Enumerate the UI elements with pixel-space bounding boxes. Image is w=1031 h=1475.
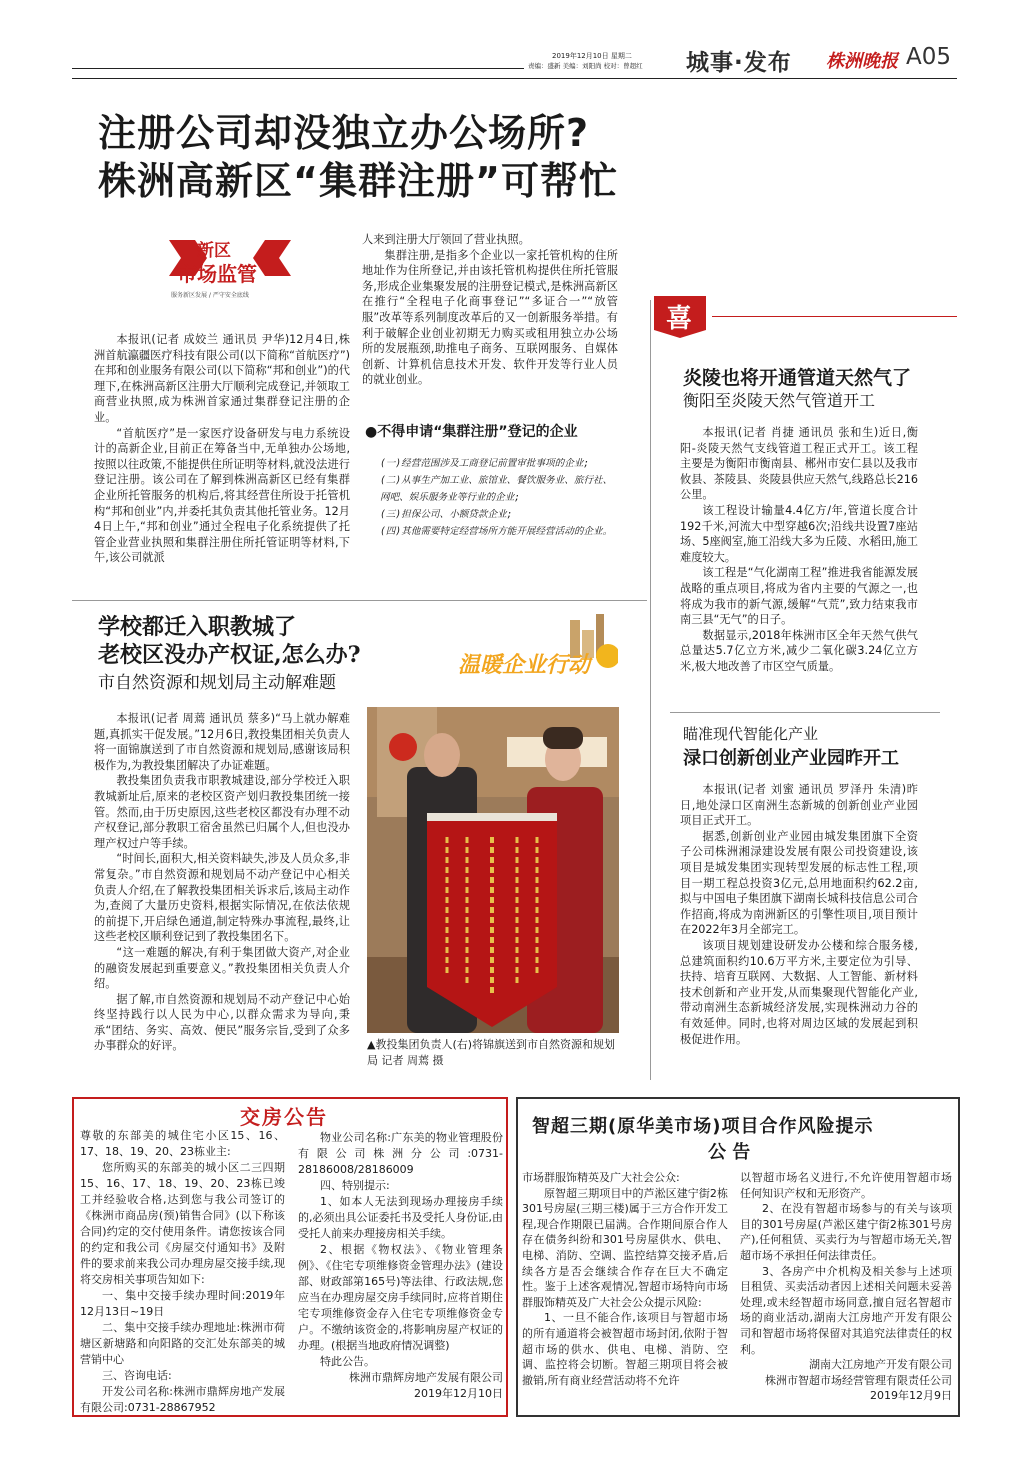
notice2-date: 2019年12月9日 (870, 1389, 952, 1403)
gas-para: 该工程设计输量4.4亿方/年,管道长度合计192千米,河流大中型穿越6次;沿线共设置7座站场、5座阀室,施工沿线大多为丘陵、水稻田,施工难度较大。 (680, 503, 918, 564)
notice1-title: 交房公告 (240, 1105, 328, 1129)
notice1-para: 开发公司名称:株洲市鼎辉房地产发展有限公司:0731-28867952 (80, 1385, 285, 1414)
park-para: 本报讯(记者 刘蜜 通讯员 罗泽丹 朱清)昨日,地处渌口区南洲生态新城的创新创业产业园项目正式开工。 (680, 783, 918, 828)
gas-para: 该工程是“气化湖南工程”推进我省能源发展战略的重点项目,将成为省内主要的气源之一,也将成为我市的新气源,缓解“气荒”,致力结束我市南三县“无气”的日子。 (680, 566, 918, 627)
xi-badge (654, 296, 714, 338)
section-rule (670, 712, 940, 713)
header-date: 2019年12月10日 星期二 (552, 52, 632, 60)
badge-line2: 市场监管 (177, 262, 257, 286)
page-number: A05 (906, 44, 952, 70)
school-title-line2: 老校区没办产权证,怎么办? (98, 642, 361, 668)
gas-para: 数据显示,2018年株洲市区全年天然气供气总量达5.7亿立方米,减少二氧化碳3.24亿立方米,极大地改善了市区空气质量。 (680, 628, 918, 673)
lead-col1 (94, 332, 350, 566)
gas-title: 炎陵也将开通管道天然气了 (683, 367, 912, 389)
banner-photo (367, 707, 619, 1033)
notice2-signature1: 湖南大江房地产开发有限公司 (809, 1358, 952, 1372)
school-para: 本报讯(记者 周蔫 通讯员 蔡多)“马上就办解难题,真抓实干促发展。”12月6日,教投集团相关负责人将一面锦旗送到了市自然资源和规划局,感谢该局积极作为,为教投集团解决了办证难题。 (94, 712, 350, 772)
notice1-col1 (80, 1128, 285, 1416)
notice2-title-line1: 智超三期(原华美市场)项目合作风险提示 (532, 1116, 874, 1137)
xi-badge-rule (712, 316, 957, 317)
notice1-para: 三、咨询电话: (102, 1369, 172, 1382)
notice1-para: 一、集中交接手续办理时间:2019年12月13日~19日 (80, 1289, 285, 1318)
notice1-para: 尊敬的东部美的城住宅小区15、16、17、18、19、20、23栋业主: (80, 1129, 285, 1158)
lead-col2 (362, 232, 618, 388)
park-subtitle: 渌口创新创业产业园昨开工 (683, 748, 899, 769)
notice1-col2 (298, 1130, 503, 1402)
gas-para: 本报讯(记者 肖捷 通讯员 张和生)近日,衡阳-炎陵天然气支线管道工程正式开工。该工程主要是为衡阳市衡南县、郴州市安仁县以及我市攸县、茶陵县、炎陵县供应天然气,线路总长216公里。 (680, 426, 918, 502)
lead-title-line1: 注册公司却没独立办公场所? (98, 111, 590, 155)
lead-col1-para: 本报讯(记者 成姣兰 通讯员 尹华)12月4日,株洲首航瀛疆医疗科技有限公司(以下简称“首航医疗”)在邦和创业服务有限公司(以下简称“邦和创业”)的代理下,在株洲高新区注册大厅顺利完成登记,并领取工商营业执照,成为株洲首家通过集群登记注册的企业。 (94, 333, 350, 424)
gas-subtitle: 衡阳至炎陵天然气管道开工 (683, 391, 876, 410)
photo-caption: ▲教投集团负责人(右)将锦旗送到市自然资源和规划局 记者 周蔫 摄 (367, 1038, 616, 1067)
masthead-logo: 株洲晚报 (826, 51, 898, 72)
park-para: 该项目规划建设研发办公楼和综合服务楼,总建筑面积约10.6万平方米,主要定位为引导、扶持、培育互联网、大数据、人工智能、新材料技术创新和产业开发,从而集聚现代智能化产业,带动南洲生态新城经济发展,实现株洲动力谷的有效延伸。同时,也将对周边区域的发展起到积极促进作用。 (680, 938, 918, 1046)
park-body (680, 782, 918, 1047)
notice1-para: 1、如本人无法到现场办理接房手续的,必须出具公证委托书及受托人身份证,由受托人前来办理接房相关手续。 (298, 1195, 503, 1240)
notice2-para: 市场群服饰精英及广大社会公众: (522, 1171, 680, 1184)
school-para: 教投集团负责我市职教城建设,部分学校迁入职教城新址后,原来的老校区资产划归教投集团统一接管。然而,由于历史原因,这些老校区都没有办理不动产权登记,部分教职工宿舍虽然已归属个人,但也没办理产权过户等手续。 (94, 774, 350, 850)
notice2-col1 (522, 1170, 728, 1388)
list-item: (三)担保公司、小额贷款企业; (380, 509, 513, 520)
list-item: (一)经营范围涉及工商登记前置审批事项的企业; (380, 458, 590, 469)
notice2-signature2: 株洲市智超市场经营管理有限责任公司 (765, 1373, 952, 1387)
notice2-para: 以智超市场名义进行,不允许使用智超市场任何知识产权和无形资产。 (740, 1171, 952, 1200)
park-para: 据悉,创新创业产业园由城发集团旗下全资子公司株洲湘渌建设发展有限公司投资建设,该项目是城发集团实现转型发展的标志性工程,项目一期工程总投资3亿元,总用地面积约62.2亩,拟与中国电子集团旗下湖南长城科技信息公司合作招商,将成为南洲新区的引擎性项目,项目预计在2022年3月全部完工。 (680, 829, 918, 937)
lead-col2-para: 集群注册,是指多个企业以一家托管机构的住所地址作为住所登记,并由该托管机构提供住所托管服务,形成企业集聚发展的注册登记模式,是株洲高新区在推行“全程电子化商事登记”“多证合一”“放管服”改革等系列制度改革后的又一创新服务举措。有利于破解企业创业初期无力购买或租用独立办公场所的发展瓶颈,助推电子商务、互联网服务、自媒体创新、计算机信息技术开发、软件开发等行业人员的就业创业。 (362, 248, 618, 387)
column-divider (650, 300, 651, 1080)
school-para: “这一难题的解决,有利于集团做大资产,对企业的融资发展起到重要意义。”教投集团相关负责人介绍。 (94, 945, 350, 991)
header-editors: 责编：盛新 美编：刘阳尚 校对：曾超红 (528, 62, 643, 70)
lead-title-line2: 株洲高新区“集群注册”可帮忙 (98, 159, 618, 203)
market-supervision-badge (165, 234, 295, 304)
section-title: 城事·发布 (686, 50, 792, 76)
school-body (94, 711, 350, 1054)
warm-enterprise-badge (458, 612, 618, 682)
school-para: 据了解,市自然资源和规划局不动产登记中心始终坚持践行以人民为中心,以群众需求为导向,秉承“团结、务实、高效、便民”服务宗旨,受到了众多办事群众的好评。 (94, 992, 350, 1053)
school-subtitle: 市自然资源和规划局主动解难题 (98, 673, 336, 693)
xi-badge-text: 喜 (666, 304, 693, 334)
gas-body (680, 425, 918, 675)
notice2-para: 2、在没有智超市场参与的有关与该项目的301号房屋(芦淞区建宁街2栋301号房产),任何租赁、买卖行为与智超市场无关,智超市场不承担任何法律责任。 (740, 1202, 952, 1262)
notice2-col2 (740, 1170, 952, 1404)
notice2-para: 1、一旦不能合作,该项目与智超市场的所有通道将会被智超市场封闭,依附于智超市场的供水、供电、电梯、消防、空调、监控将会切断。智超三期项目将会被撤销,所有商业经营活动将不允许 (522, 1311, 728, 1387)
restricted-list (380, 455, 616, 540)
notice1-date: 2019年12月10日 (414, 1387, 503, 1400)
notice1-signature: 株洲市鼎辉房地产发展有限公司 (349, 1371, 503, 1384)
header-rule-left (72, 68, 524, 69)
school-title-line1: 学校都迁入职教城了 (98, 614, 297, 640)
header-rule (72, 78, 957, 79)
notice1-para: 2、根据《物权法》、《物业管理条例》、《住宅专项维修资金管理办法》(建设部、财政部第165号)等法律、行政法规,您应当在办理房屋交房手续同时,应将首期住宅专项维修资金存入住宅专项维修资金专户。不缴纳该资金的,将影响房屋产权证的办理。(根据当地政府情况调整) (298, 1243, 503, 1352)
section-rule (72, 600, 647, 601)
badge-text: 温暖企业行动 (458, 653, 591, 678)
notice1-para: 物业公司名称:广东美的物业管理股份有限公司株洲分公司:0731-28186008/28186009 (298, 1131, 503, 1176)
notice1-para: 您所购买的东部美的城小区二三四期15、16、17、18、19、20、23栋已竣工并经验收合格,达到您与我公司签订的《株洲市商品房(预)销售合同》(以下称该合同)约定的交付使用条件。请您按该合同的约定和我公司《房屋交付通知书》及附件的要求前来我公司办理房屋交接手续,现将交房相关事项告知如下: (80, 1161, 285, 1286)
list-item: (四)其他需要特定经营场所方能开展经营活动的企业。 (380, 526, 613, 537)
lead-col1-para: “首航医疗”是一家医疗设备研发与电力系统设计的高新企业,目前正在筹备当中,无单独办公场地,按照以往政策,不能提供住所证明等材料,就没法进行登记注册。该公司在了解到株洲高新区已经有集群企业所托管服务的机构后,将其经营住所设于托管机构“邦和创业”内,并委托其负责其他托管业务。12月4日上午,“邦和创业”通过全程电子化系统提供了托管企业营业执照和集群注册住所托管证明等材料,下午,该公司就派 (94, 426, 350, 565)
lead-col2-para: 人来到注册大厅领回了营业执照。 (362, 233, 530, 246)
notice2-para: 3、各房产中介机构及相关参与上述项目租赁、买卖活动者因上述相关问题未妥善处理,或未经智超市场同意,擅自冠名智超市场的商业活动,湖南大江房地产开发有限公司和智超市场将保留对其追究法律责任的权利。 (740, 1264, 952, 1356)
box-title: ●不得申请“集群注册”登记的企业 (365, 424, 578, 440)
notice1-para: 特此公告。 (320, 1355, 375, 1368)
badge-line1: 新区 (197, 241, 231, 261)
photo-illustration (367, 707, 619, 1033)
notice2-title-line2: 公 告 (708, 1142, 751, 1163)
notice1-para: 二、集中交接手续办理地址:株洲市荷塘区新塘路和向阳路的交汇处东部美的城营销中心 (80, 1321, 285, 1366)
badge-sub: 服务新区发展 / 严守安全底线 (171, 292, 249, 299)
school-para: “时间长,面积大,相关资料缺失,涉及人员众多,非常复杂。”市自然资源和规划局不动产登记中心相关负责人介绍,在了解教投集团相关诉求后,该局主动作为,查阅了大量历史资料,根据实际情况,在依法依规的前提下,开启绿色通道,制定特殊办事流程,最终,让这些老校区顺利登记到了教投集团名下。 (94, 852, 350, 944)
park-title: 瞄准现代智能化产业 (683, 725, 819, 743)
notice1-para: 四、特别提示: (320, 1179, 390, 1192)
notice2-para: 原智超三期项目中的芦淞区建宁街2栋301号房屋(三期三楼)属于三方合作开发工程,现合作期限已届满。合作期间原合作人存在债务纠纷和301号房屋供水、供电、电梯、消防、空调、监控结算交接矛盾,后续各方是否会继续合作存在巨大不确定性。鉴于上述客观情况,智超市场特向市场群服饰精英及广大社会公众提示风险: (522, 1186, 728, 1309)
list-item: (二)从事生产加工业、旅馆业、餐饮服务业、旅行社、网吧、娱乐服务业等行业的企业; (380, 475, 613, 503)
